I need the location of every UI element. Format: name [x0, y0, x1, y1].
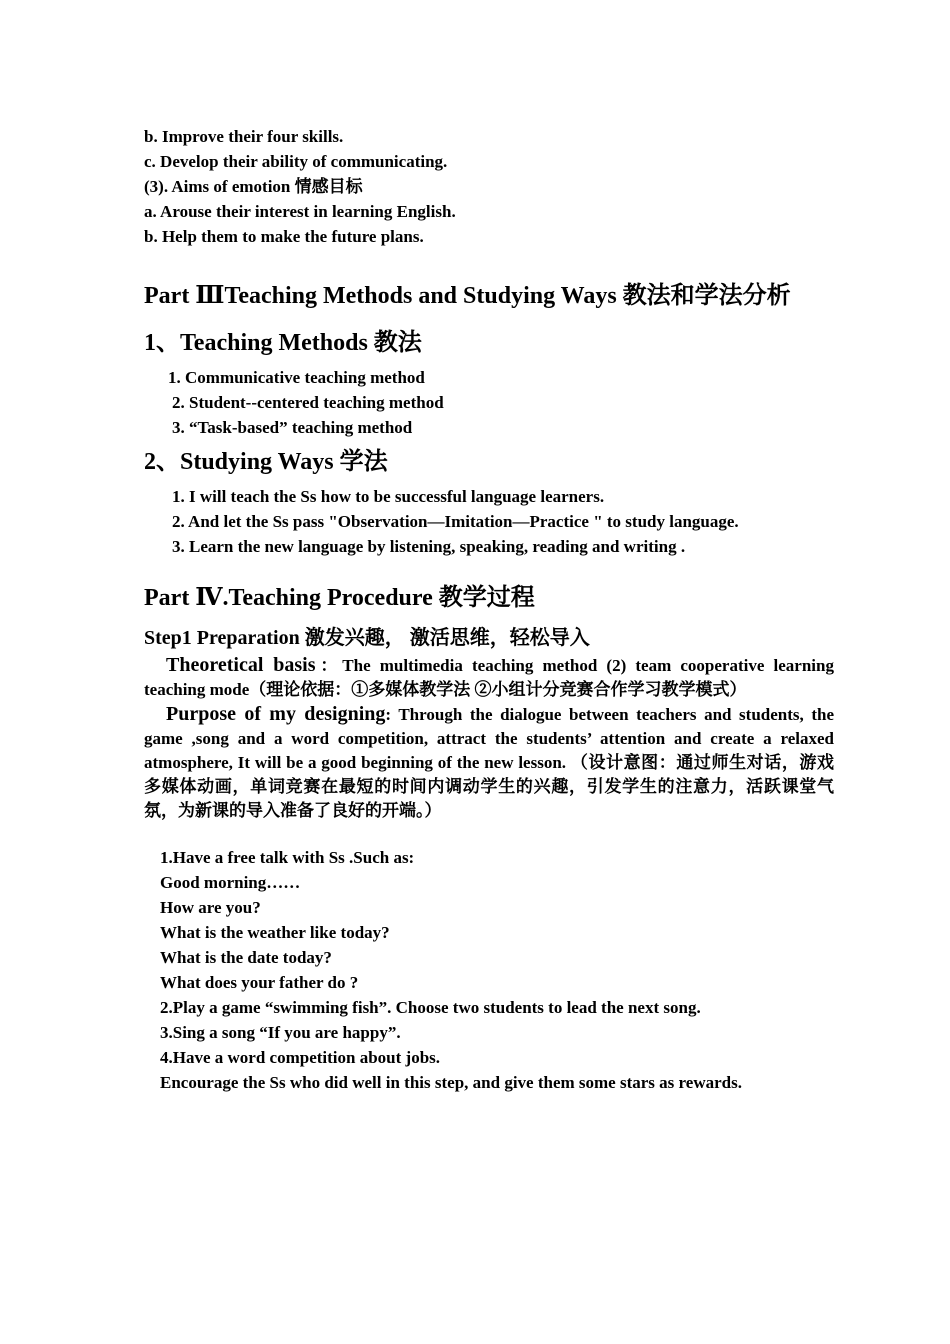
aim-emotion-a: a. Arouse their interest in learning English.: [144, 202, 456, 221]
studying-way-item: 3. Learn the new language by listening, speaking, reading and writing .: [172, 537, 686, 556]
part3-title: Part ⅢTeaching Methods and Studying Ways 教法和学法分析: [144, 283, 791, 309]
teaching-methods-heading: 1、Teaching Methods 教法: [144, 330, 422, 356]
activity-item: Encourage the Ss who did well in this step, and give them some stars as rewards.: [160, 1073, 742, 1092]
studying-way-item: 2. And let the Ss pass "Observation—Imitation—Practice " to study language.: [172, 512, 739, 531]
part4-title: Part Ⅳ.Teaching Procedure 教学过程: [144, 585, 535, 611]
aim-skills-c: c. Develop their ability of communicating.: [144, 152, 448, 171]
activity-item: What is the date today?: [160, 948, 332, 967]
spacer: [144, 249, 834, 271]
activity-item: 4.Have a word competition about jobs.: [160, 1048, 441, 1067]
step1-heading: Step1 Preparation 激发兴趣， 激活思维，轻松导入: [144, 627, 590, 649]
theoretical-basis-paragraph: [144, 653, 834, 702]
activity-item: Good morning……: [160, 873, 301, 892]
theoretical-basis-label: Theoretical basis: [166, 654, 316, 676]
studying-ways-heading: 2、Studying Ways 学法: [144, 449, 388, 475]
activity-item: How are you?: [160, 898, 261, 917]
studying-way-item: 1. I will teach the Ss how to be successful language learners.: [172, 487, 605, 506]
teaching-method-item: 3. “Task-based” teaching method: [172, 418, 413, 437]
theoretical-basis-text: ：The multimedia teaching method (2) team cooperative learning teaching mode（理论依据：①多媒体教学法 ②小组计分竞赛合作学习教学模式）: [144, 656, 834, 699]
activity-item: What does your father do ?: [160, 973, 359, 992]
aim-skills-b: b. Improve their four skills.: [144, 127, 344, 146]
teaching-method-item: 2. Student--centered teaching method: [172, 393, 444, 412]
spacer: [144, 559, 834, 573]
activity-item: 2.Play a game “swimming fish”. Choose two students to lead the next song.: [160, 998, 701, 1017]
activity-item: 3.Sing a song “If you are happy”.: [160, 1023, 401, 1042]
activity-item: 1.Have a free talk with Ss .Such as:: [160, 848, 415, 867]
teaching-method-item: 1. Communicative teaching method: [168, 368, 425, 387]
activity-item: What is the weather like today?: [160, 923, 390, 942]
purpose-label: Purpose of my designing: [166, 703, 386, 725]
spacer: [144, 823, 834, 845]
purpose-text: : Through the dialogue between teachers and students, the game ,song and a word competition, attract the students’ attention and create a relaxed atmosphere, It will be a good beginning of the new lesson. （设计意图：通过师生对话，游戏多媒体动画，单词竞赛在最短的时间内调动学生的兴趣，引发学生的注意力，活跃课堂气氛，为新课的导入准备了良好的开端。）: [144, 705, 834, 820]
document-page: [144, 124, 834, 1095]
purpose-paragraph: [144, 702, 834, 823]
aims-emotion-heading: (3). Aims of emotion 情感目标: [144, 177, 363, 196]
aim-emotion-b: b. Help them to make the future plans.: [144, 227, 424, 246]
